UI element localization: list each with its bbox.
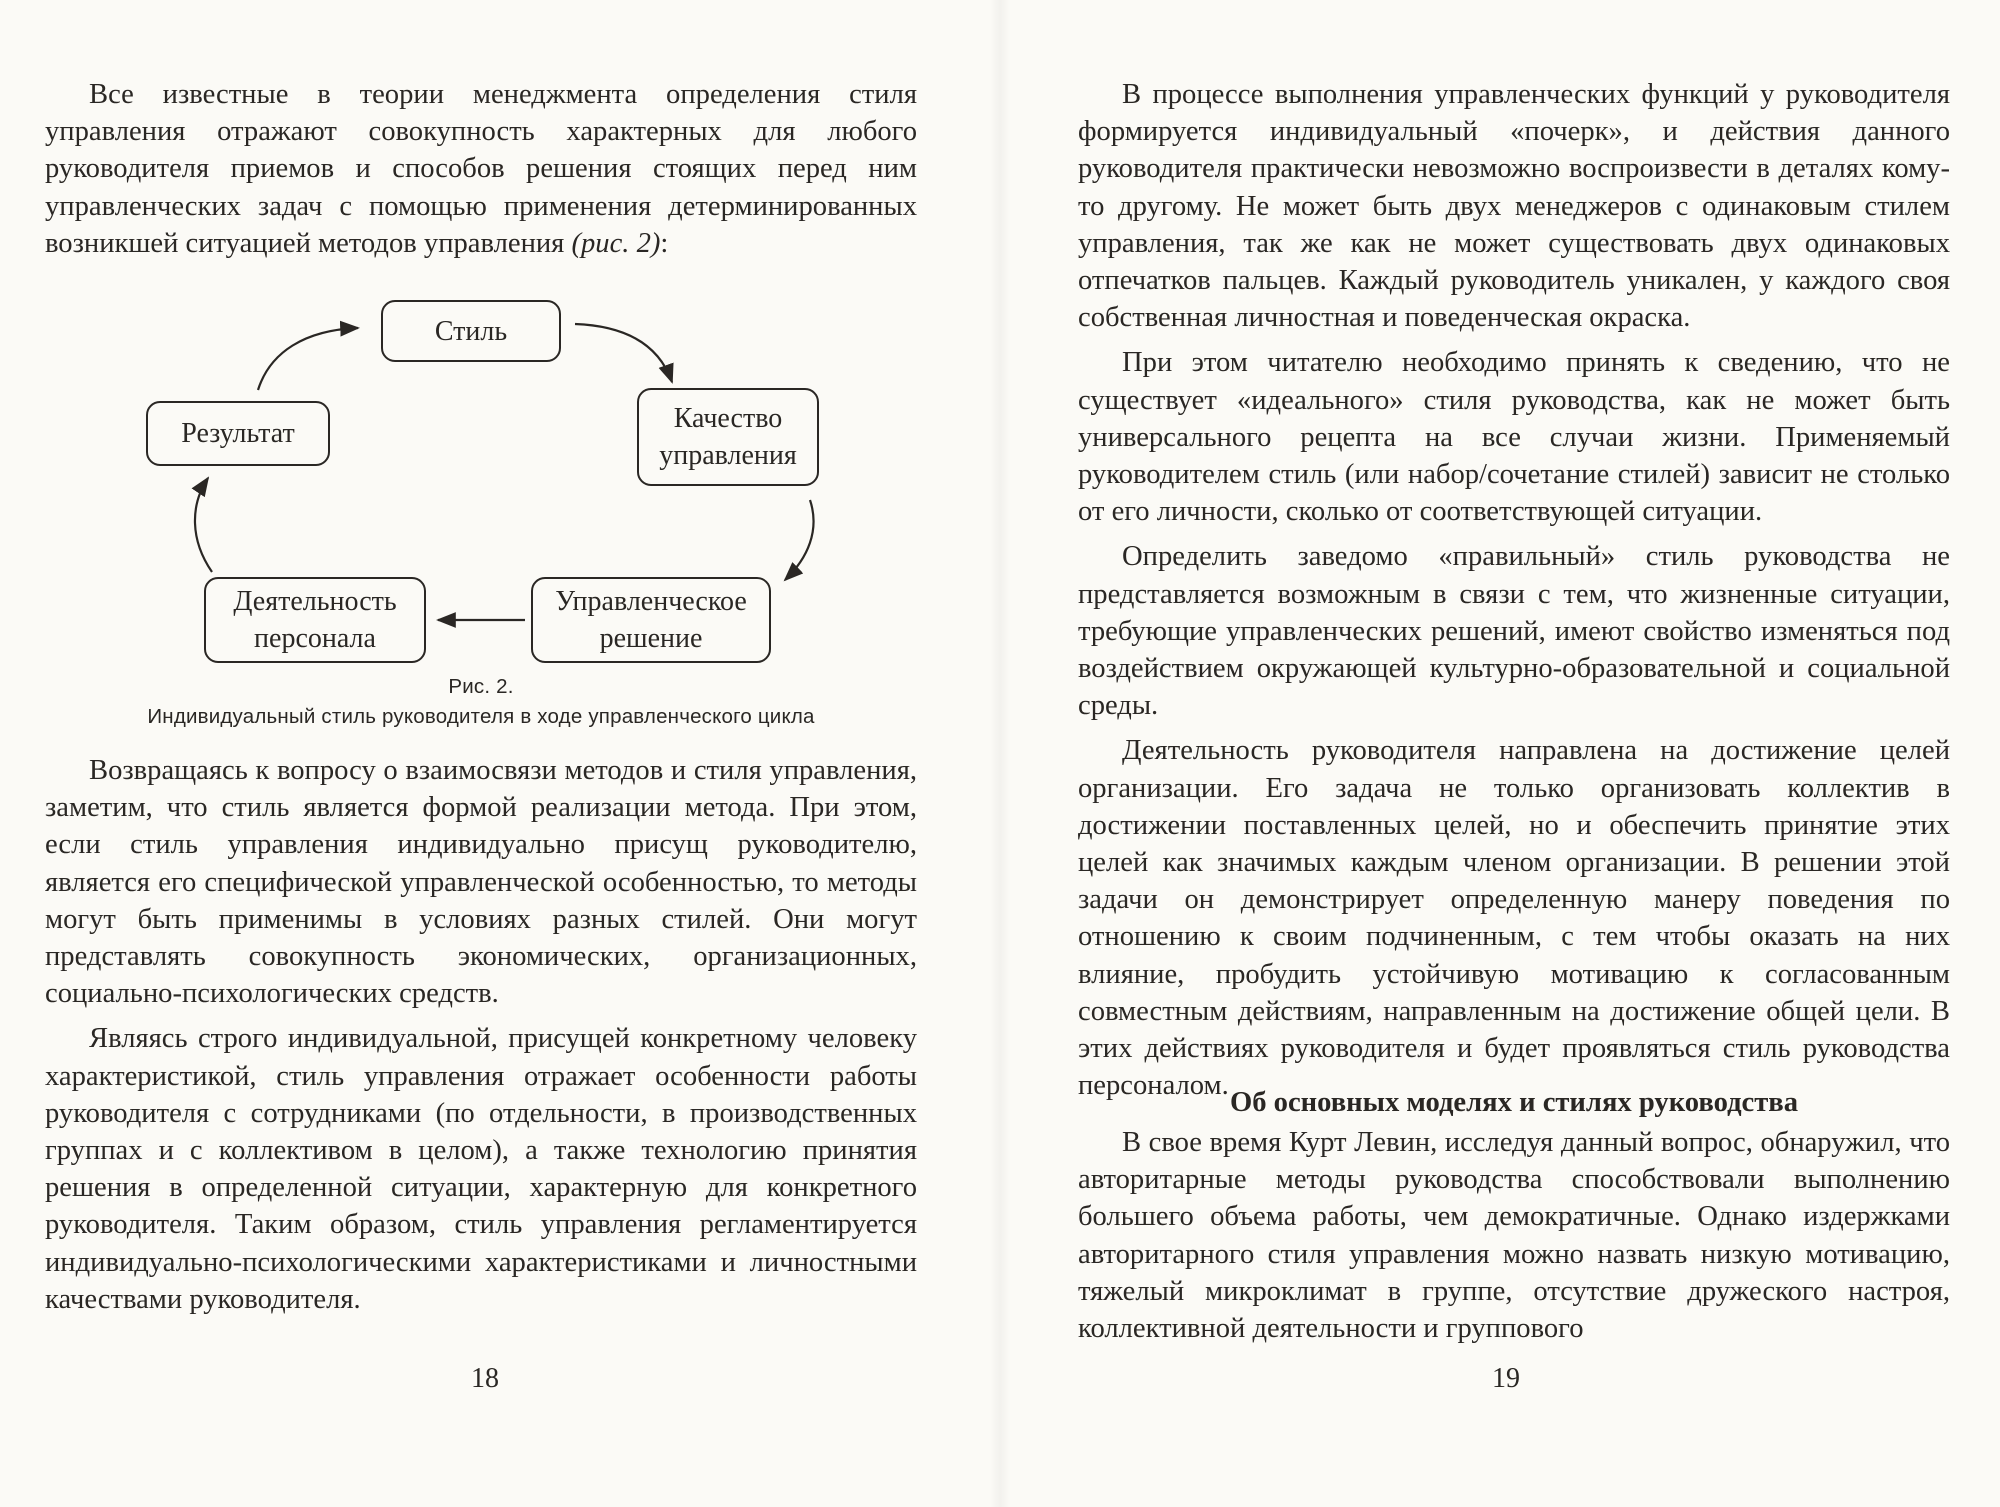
right-body xyxy=(1078,76,1950,1104)
node-result: Результат xyxy=(146,401,330,466)
management-cycle-diagram xyxy=(120,290,840,670)
node-management-decision: Управленческое решение xyxy=(531,577,771,663)
arrow-activity-to-result xyxy=(195,478,212,572)
left-body xyxy=(45,752,917,1318)
left-intro xyxy=(45,76,917,262)
right-closing xyxy=(1078,1124,1950,1347)
arrow-quality-to-decision xyxy=(785,500,814,580)
figure-label: Рис. 2. xyxy=(448,675,514,698)
paragraph: Являясь строго индивидуальной, присущей конкретному человеку характеристикой, стиль управления отражает особенности работы руководителя с сотрудниками (по отдельности, в производственных группах и с коллективом в целом), а также технологию принятия решения в определенной ситуации, характерную для конкретного руководителя. Таким образом, стиль управления регламентируется индивидуально-психологическими характеристиками и личностными качествами руководителя. xyxy=(45,1023,917,1315)
figure-caption: Индивидуальный стиль руководителя в ходе управленческого цикла xyxy=(147,705,815,728)
paragraph: Деятельность руководителя направлена на достижение целей организации. Его задача не только организовать коллектив в достижении поставленных целей, но и обеспечить принятие этих целей как значимых каждым членом организации. В решении этой задачи он демонстрирует определенную манеру поведения по отношению к своим подчиненным, с тем чтобы оказать на них влияние, пробудить устойчивую мотивацию к согласованным совместным действиям, направленным на достижение общей цели. В этих действиях руководителя и будет проявляться стиль руководства персоналом. xyxy=(1078,735,1950,1102)
intro-paragraph xyxy=(45,76,917,262)
paragraph: В свое время Курт Левин, исследуя данный вопрос, обнаружил, что авторитарные методы руководства способствовали выполнению большего объема работы, чем демократичные. Однако издержками авторитарного стиля управления можно назвать низкую мотивацию, тяжелый микроклимат в группе, отсутствие дружеского настроя, коллективной деятельности и группового xyxy=(1078,1127,1950,1345)
page-number-left: 18 xyxy=(471,1363,499,1394)
intro-text: Все известные в теории менеджмента определения стиля управления отражают совокупность характерных для любого руководителя приемов и способов решения стоящих перед ним управленческих задач с помощью применения детерминированных возникшей ситуацией методов управления xyxy=(45,79,917,259)
node-management-quality: Качество управления xyxy=(637,388,819,486)
page-number-right: 19 xyxy=(1492,1363,1520,1394)
node-staff-activity: Деятельность персонала xyxy=(204,577,426,663)
intro-end: : xyxy=(660,227,669,259)
arrow-style-to-quality xyxy=(575,324,672,382)
figure-reference: (рис. 2) xyxy=(571,227,661,259)
paragraph: Определить заведомо «правильный» стиль руководства не представляется возможным в связи с тем, что жизненные ситуации, требующие управленческих решений, имеют свойство изменяться под воздействием окружающей культурно-образовательной и социальной среды. xyxy=(1078,541,1950,722)
paragraph: В процессе выполнения управленческих функций у руководителя формируется индивидуальный «почерк», и действия данного руководителя практически невозможно воспроизвести в деталях кому-то другому. Не может быть двух менеджеров с одинаковым стилем управления, так же как не может существовать двух одинаковых отпечатков пальцев. Каждый руководитель уникален, у каждого своя собственная личностная и поведенческая окраска. xyxy=(1078,79,1950,334)
arrow-result-to-style xyxy=(258,328,358,390)
paragraph: Возвращаясь к вопросу о взаимосвязи методов и стиля управления, заметим, что стиль является формой реализации метода. При этом, если стиль управления индивидуально присущ руководителю, является его специфической управленческой особенностью, то методы могут быть применимы в условиях разных стилей. Они могут представлять совокупность экономических, организационных, социально-психологических средств. xyxy=(45,755,917,1010)
node-style: Стиль xyxy=(381,300,561,362)
section-heading: Об основных моделях и стилях руководства xyxy=(1229,1087,1799,1118)
paragraph: При этом читателю необходимо принять к сведению, что не существует «идеального» стиля руководства, как не может быть универсального рецепта на все случаи жизни. Применяемый руководителем стиль (или набор/сочетание стилей) зависит не столько от его личности, сколько от соответствующей ситуации. xyxy=(1078,347,1950,528)
